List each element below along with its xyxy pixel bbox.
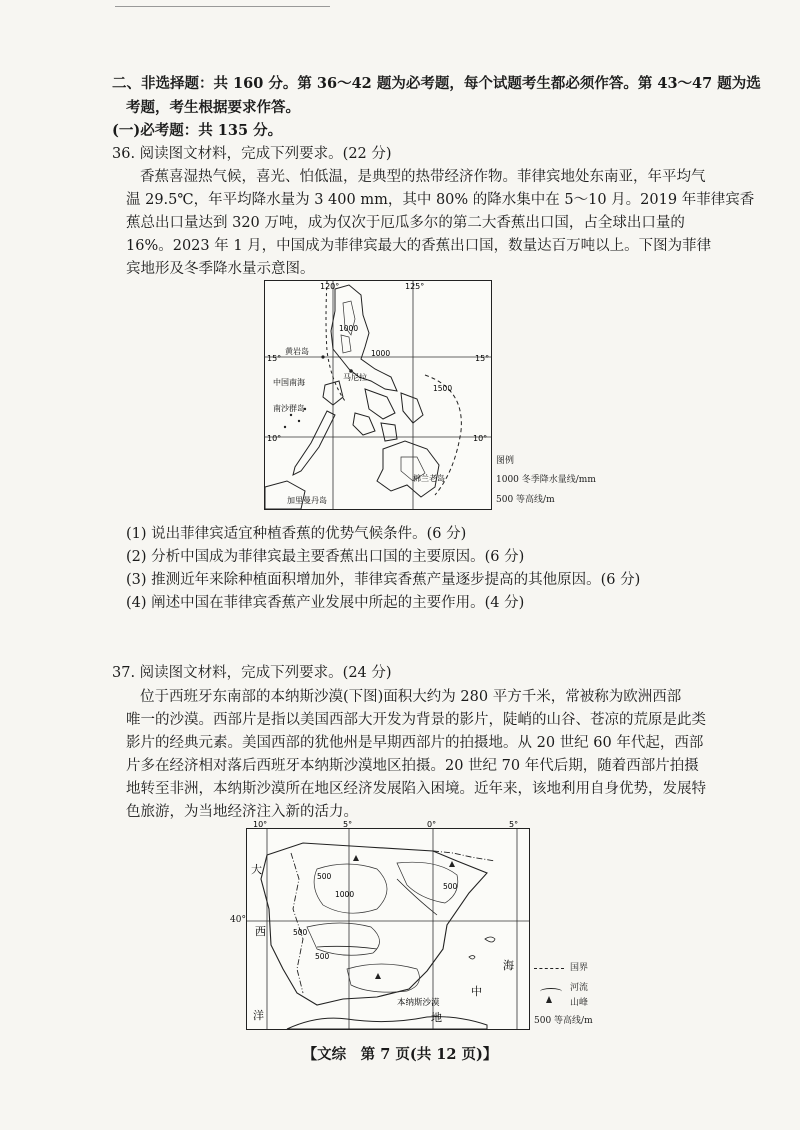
- nansha-island-dot: [290, 414, 292, 416]
- samar-island: [401, 393, 423, 423]
- nansha-island-dot: [284, 426, 286, 428]
- spain-map: [246, 820, 530, 1030]
- legend-peak-icon: [546, 996, 552, 1003]
- map-label-huangyan: 黄岩岛: [285, 347, 309, 356]
- q36-question-4: (4) 阐述中国在菲律宾香蕉产业发展中所起的主要作用。(4 分): [126, 595, 525, 611]
- map-label-yang: 洋: [253, 1009, 264, 1022]
- legend-river-sample: [540, 988, 562, 995]
- map-label-contour-500c: 500: [293, 928, 308, 937]
- map-label-desert: 本纳斯沙漠: [397, 998, 440, 1008]
- q37-para-line: 片多在经济相对落后西班牙本纳斯沙漠地区拍摄。20 世纪 70 年代后期，随着西部片拍摄: [126, 758, 699, 774]
- map-label-da: 大: [251, 863, 262, 876]
- legend-peak: 山峰: [570, 998, 589, 1008]
- section-heading-line1: 二、非选择题：共 160 分。第 36～42 题为必考题，每个试题考生都必须作答。第 43～47 题为选: [112, 75, 761, 92]
- map-label-lat15-right: 15°: [475, 354, 490, 363]
- iberian-coastline: [261, 843, 487, 1005]
- q36-para-line: 温 29.5℃，年平均降水量为 3 400 mm，其中 80% 的降水集中在 5～10 月。2019 年菲律宾香: [126, 192, 755, 208]
- philippines-map: [264, 280, 492, 510]
- guadiana-river: [317, 946, 377, 949]
- huangyan-dot: [321, 355, 324, 358]
- section-subheading: (一)必考题：共 135 分。: [112, 122, 283, 139]
- q37-title: 37. 阅读图文材料，完成下列要求。(24 分): [112, 665, 392, 681]
- map-label-contour-1000a: 1000: [335, 890, 355, 899]
- q37-para-line: 影片的经典元素。美国西部的犹他州是早期西部片的拍摄地。从 20 世纪 60 年代起，西部: [126, 735, 704, 751]
- spain-lat-40: 40°: [230, 915, 246, 925]
- map-label-xi: 西: [255, 925, 266, 938]
- panay-island: [353, 413, 375, 435]
- top-rule: [115, 6, 330, 7]
- map-label-manila: 马尼拉: [343, 373, 367, 382]
- q36-question-3: (3) 推测近年来除种植面积增加外，菲律宾香蕉产量逐步提高的其他原因。(6 分): [126, 572, 641, 588]
- map-label-south-china-sea: 中国南海: [273, 378, 305, 387]
- q36-para-line: 香蕉喜湿热气候，喜光、怕低温，是典型的热带经济作物。菲律宾地处东南亚，年平均气: [140, 169, 706, 185]
- peak-marker: [375, 973, 381, 979]
- map-label-contour-500b: 500: [443, 882, 458, 891]
- page-footer: 【文综 第 7 页(共 12 页)】: [302, 1046, 498, 1063]
- map-label-nansha: 南沙群岛: [273, 404, 305, 413]
- legend-river: 河流: [570, 983, 589, 993]
- legend-border: 国界: [570, 963, 589, 973]
- nansha-island-dot: [298, 420, 300, 422]
- spain-map-svg: [247, 820, 529, 1029]
- map-label-lon120: 120°: [320, 282, 340, 291]
- map-label-mindanao: 棉兰老岛: [413, 474, 445, 483]
- q36-para-line: 宾地形及冬季降水量示意图。: [126, 261, 315, 277]
- luzon-contour: [341, 335, 351, 353]
- central-contour: [307, 923, 380, 955]
- balearic-island: [485, 937, 495, 942]
- map-label-kalimantan: 加里曼丹岛: [287, 496, 327, 505]
- map-label-lat10-right: 10°: [473, 434, 488, 443]
- map-label-contour-1000b: 1000: [371, 349, 391, 358]
- q36-question-1: (1) 说出菲律宾适宜种植香蕉的优势气候条件。(6 分): [126, 526, 467, 542]
- map-label-lon0: 0°: [427, 820, 437, 829]
- legend-title: 图例: [496, 456, 515, 466]
- cebu-island: [381, 423, 397, 441]
- q37-para-line: 地转至非洲，本纳斯沙漠所在地区经济发展陷入困境。近年来，该地利用自身优势，发展特: [126, 781, 706, 797]
- q37-para-line: 唯一的沙漠。西部片是指以美国西部大开发为背景的影片，陡峭的山谷、苍凉的荒原是此类: [126, 712, 706, 728]
- mindanao-island: [377, 441, 439, 497]
- philippines-map-svg: [265, 281, 491, 509]
- q37-para-line: 位于西班牙东南部的本纳斯沙漠(下图)面积大约为 280 平方千米，常被称为欧洲西部: [140, 689, 682, 705]
- ebro-river: [397, 879, 437, 915]
- map-label-lon125: 125°: [405, 282, 425, 291]
- peak-marker: [353, 855, 359, 861]
- map-label-zhong: 中: [471, 985, 482, 998]
- legend-contour: 500 等高线/m: [534, 1016, 593, 1026]
- balearic-island: [469, 956, 475, 960]
- map-label-lat10-left: 10°: [267, 434, 282, 443]
- map-label-rain-1500: 1500: [433, 384, 453, 393]
- map-label-contour-1000a: 1000: [339, 324, 359, 333]
- peak-marker: [449, 861, 455, 867]
- q36-question-2: (2) 分析中国成为菲律宾最主要香蕉出口国的主要原因。(6 分): [126, 549, 525, 565]
- map-label-lon5e: 5°: [509, 820, 519, 829]
- africa-coast: [287, 1017, 487, 1029]
- legend-rainfall: 1000 冬季降水量线/mm: [496, 475, 596, 485]
- q36-para-line: 16%。2023 年 1 月，中国成为菲律宾最大的香蕉出口国，数量达百万吨以上。下图为菲律: [126, 238, 712, 254]
- visayas-island: [365, 389, 395, 419]
- map-label-contour-500d: 500: [315, 952, 330, 961]
- map-label-contour-500a: 500: [317, 872, 332, 881]
- betic-contour: [347, 964, 419, 992]
- map-label-hai: 海: [503, 959, 514, 972]
- map-label-lon5w: 5°: [343, 820, 353, 829]
- map-label-di: 地: [431, 1011, 442, 1024]
- legend-contour: 500 等高线/m: [496, 495, 555, 505]
- france-border: [433, 851, 495, 861]
- q36-para-line: 蕉总出口量达到 320 万吨，成为仅次于厄瓜多尔的第二大香蕉出口国，占全球出口量的: [126, 215, 685, 231]
- map-label-lon10: 10°: [253, 820, 268, 829]
- map-label-lat15-left: 15°: [267, 354, 282, 363]
- legend-border-sample: [534, 968, 564, 969]
- portugal-border: [291, 853, 303, 993]
- q36-title: 36. 阅读图文材料，完成下列要求。(22 分): [112, 146, 392, 162]
- section-heading-line2: 考题，考生根据要求作答。: [126, 99, 300, 116]
- q37-para-line: 色旅游，为当地经济注入新的活力。: [126, 804, 358, 820]
